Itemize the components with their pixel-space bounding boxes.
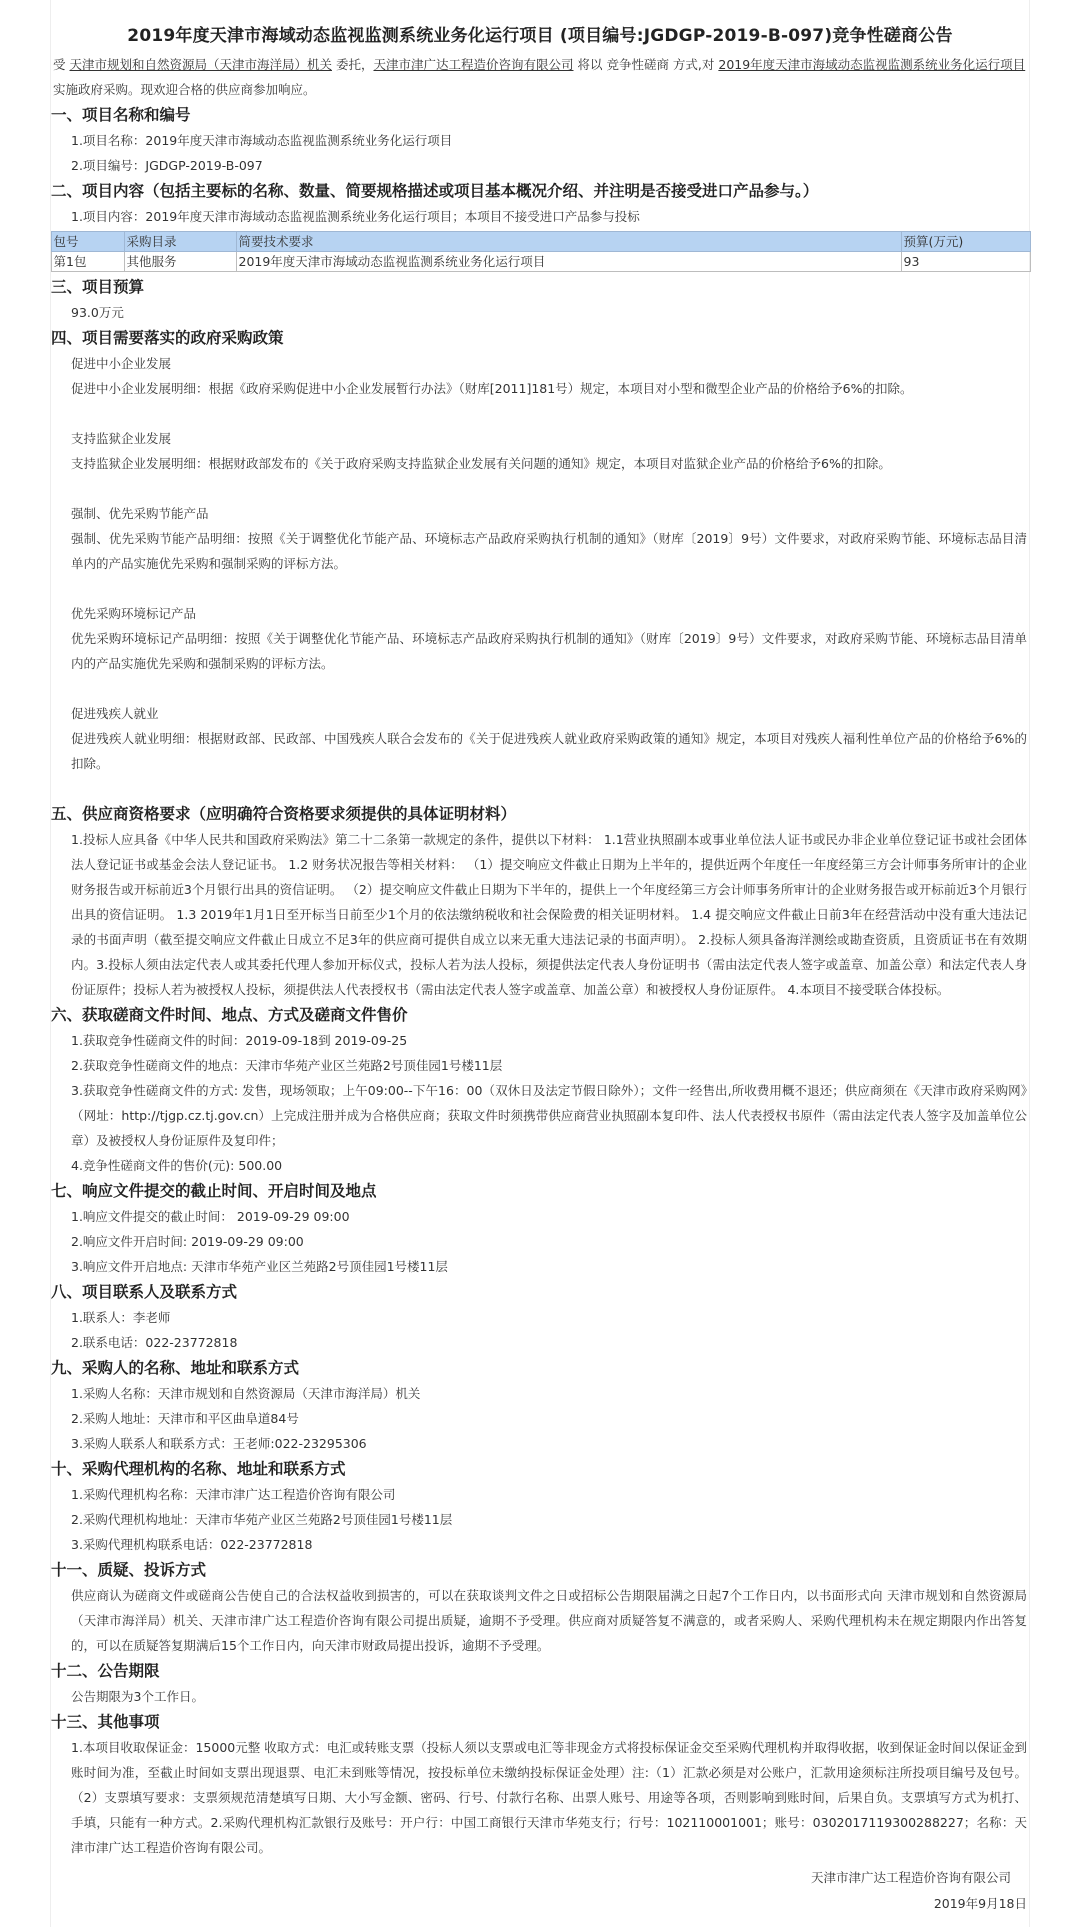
spacer xyxy=(51,401,1029,426)
signature-organization: 天津市津广达工程造价咨询有限公司 xyxy=(810,1870,1011,1885)
opening-time: 2.响应文件开启时间: 2019-09-29 09:00 xyxy=(71,1234,304,1249)
section-heading-13: 十三、其他事项 xyxy=(51,1713,160,1731)
purchaser-name: 1.采购人名称：天津市规划和自然资源局（天津市海洋局）机关 xyxy=(71,1386,421,1401)
section-heading-7: 七、响应文件提交的截止时间、开启时间及地点 xyxy=(51,1182,377,1200)
section-heading-5: 五、供应商资格要求（应明确符合资格要求须提供的具体证明材料） xyxy=(51,805,517,823)
opening-location: 3.响应文件开启地点: 天津市华苑产业区兰苑路2号顶佳园1号楼11层 xyxy=(71,1259,448,1274)
budget-amount: 93.0万元 xyxy=(71,305,124,320)
section-heading-10: 十、采购代理机构的名称、地址和联系方式 xyxy=(51,1460,346,1478)
section-heading-9: 九、采购人的名称、地址和联系方式 xyxy=(51,1359,300,1377)
cell-catalog: 其他服务 xyxy=(124,252,236,272)
section-heading-3: 三、项目预算 xyxy=(51,278,145,296)
policy-title: 强制、优先采购节能产品 xyxy=(71,506,209,521)
col-catalog: 采购目录 xyxy=(124,232,236,252)
cell-budget: 93 xyxy=(901,252,1030,272)
section-heading-4: 四、项目需要落实的政府采购政策 xyxy=(51,329,284,347)
announcement-period: 公告期限为3个工作日。 xyxy=(71,1689,204,1704)
policy-title: 促进残疾人就业 xyxy=(71,706,159,721)
document-location: 2.获取竞争性磋商文件的地点：天津市华苑产业区兰苑路2号顶佳园1号楼11层 xyxy=(71,1058,503,1073)
cell-package: 第1包 xyxy=(51,252,124,272)
submission-deadline: 1.响应文件提交的截止时间： 2019-09-29 09:00 xyxy=(71,1209,350,1224)
other-matters: 1.本项目收取保证金：15000元整 收取方式：电汇或转账支票（投标人须以支票或电汇等非现金方式将投标保证金交至采购代理机构并取得收据，收到保证金时间以保证金到账时间为准，至截止时间如支票出现退票、电汇未到账等情况，按投标单位未缴纳投标保证金处理）注:（1）汇款必须是对公账户，汇款用途须标注所投项目编号及包号。（2）支票填写要求：支票须规范清楚填写日期、大小写金额、密码、行号、付款行名称、出票人账号、用途等各项，否则影响到账时间，后果自负。支票填写方式为机打、手填，只能有一种方式。2.采购代理机构汇款银行及账号：开户行：中国工商银行天津市华苑支行；行号：102110001001；账号：0302017119300288227；名称：天津市津广达工程造价咨询有限公司。 xyxy=(71,1740,1027,1855)
purchaser-link[interactable]: 天津市规划和自然资源局（天津市海洋局）机关 xyxy=(69,57,332,72)
intro-text-3: 将以 竞争性磋商 方式,对 xyxy=(573,57,719,72)
cell-requirements: 2019年度天津市海域动态监视监测系统业务化运行项目 xyxy=(236,252,901,272)
purchaser-address: 2.采购人地址：天津市和平区曲阜道84号 xyxy=(71,1411,299,1426)
spacer xyxy=(51,776,1029,801)
agency-name: 1.采购代理机构名称：天津市津广达工程造价咨询有限公司 xyxy=(71,1487,396,1502)
policy-detail: 促进中小企业发展明细：根据《政府采购促进中小企业发展暂行办法》（财库[2011]181号）规定，本项目对小型和微型企业产品的价格给予6%的扣除。 xyxy=(71,381,913,396)
section-heading-12: 十二、公告期限 xyxy=(51,1662,160,1680)
intro-text-1: 受 xyxy=(53,57,70,72)
agency-address: 2.采购代理机构地址：天津市华苑产业区兰苑路2号顶佳园1号楼11层 xyxy=(71,1512,453,1527)
table-row xyxy=(51,252,1030,272)
agency-phone: 3.采购代理机构联系电话：022-23772818 xyxy=(71,1537,313,1552)
qualification-requirements: 1.投标人应具备《中华人民共和国政府采购法》第二十二条第一款规定的条件，提供以下材料： 1.1营业执照副本或事业单位法人证书或民办非企业单位登记证书或社会团体法人登记证书或基金会法人登记证书。 1.2 财务状况报告等相关材料： （1）提交响应文件截止日期为上半年的，提供近两个年度任一年度经第三方会计师事务所审计的企业财务报告或开标前近3个月银行出具的资信证明。 （2）提交响应文件截止日期为下半年的，提供上一个年度经第三方会计师事务所审计的企业财务报告或开标前近3个月银行出具的资信证明。 1.3 2019年1月1日至开标当日前至少1个月的依法缴纳税收和社会保险费的相关证明材料。 1.4 提交响应文件截止日前3年在经营活动中没有重大违法记录的书面声明（截至提交响应文件截止日成立不足3年的供应商可提供自成立以来无重大违法记录的书面声明）。 2.投标人须具备海洋测绘或勘查资质，且资质证书在有效期内。3.投标人须由法定代表人或其委托代理人参加开标仪式，投标人若为法人投标，须提供法定代表人身份证明书（需由法定代表人签字或盖章、加盖公章）和法定代表人身份证原件；投标人若为被授权人投标，须提供法人代表授权书（需由法定代表人签字或盖章、加盖公章）和被授权人身份证原件。 4.本项目不接受联合体投标。 xyxy=(71,832,1027,997)
spacer xyxy=(51,676,1029,701)
agency-link[interactable]: 天津市津广达工程造价咨询有限公司 xyxy=(373,57,574,72)
spacer xyxy=(51,476,1029,501)
document-time: 1.获取竞争性磋商文件的时间：2019-09-18到 2019-09-25 xyxy=(71,1033,408,1048)
project-number: 2.项目编号：JGDGP-2019-B-097 xyxy=(71,158,263,173)
policy-title: 促进中小企业发展 xyxy=(71,356,172,371)
page-title: 2019年度天津市海域动态监视监测系统业务化运行项目 (项目编号:JGDGP-2019-B-097)竞争性磋商公告 xyxy=(127,26,953,46)
project-content: 1.项目内容：2019年度天津市海域动态监视监测系统业务化运行项目；本项目不接受进口产品参与投标 xyxy=(71,209,640,224)
policy-title: 优先采购环境标记产品 xyxy=(71,606,197,621)
package-table xyxy=(51,231,1031,272)
intro-paragraph xyxy=(51,52,1029,102)
signature-date: 2019年9月18日 xyxy=(933,1896,1027,1911)
policy-title: 支持监狱企业发展 xyxy=(71,431,172,446)
contact-phone: 2.联系电话：022-23772818 xyxy=(71,1335,238,1350)
section-heading-2: 二、项目内容（包括主要标的名称、数量、简要规格描述或项目基本概况介绍、并注明是否接受进口产品参与。） xyxy=(51,182,819,200)
policy-detail: 优先采购环境标记产品明细：按照《关于调整优化节能产品、环境标志产品政府采购执行机制的通知》（财库〔2019〕9号）文件要求，对政府采购节能、环境标志品目清单内的产品实施优先采购和强制采购的评标方法。 xyxy=(71,631,1027,671)
col-requirements: 简要技术要求 xyxy=(236,232,901,252)
policy-detail: 强制、优先采购节能产品明细：按照《关于调整优化节能产品、环境标志产品政府采购执行机制的通知》（财库〔2019〕9号）文件要求，对政府采购节能、环境标志品目清单内的产品实施优先采购和强制采购的评标方法。 xyxy=(71,531,1027,571)
project-link[interactable]: 2019年度天津市海域动态监视监测系统业务化运行项目 xyxy=(718,57,1026,72)
section-heading-1: 一、项目名称和编号 xyxy=(51,106,191,124)
contact-person: 1.联系人：李老师 xyxy=(71,1310,171,1325)
section-heading-8: 八、项目联系人及联系方式 xyxy=(51,1283,238,1301)
document-price: 4.竞争性磋商文件的售价(元): 500.00 xyxy=(71,1158,283,1173)
section-heading-11: 十一、质疑、投诉方式 xyxy=(51,1561,207,1579)
document-method: 3.获取竞争性磋商文件的方式: 发售，现场领取；上午09:00--下午16：00（双休日及法定节假日除外）；文件一经售出,所收费用概不退还；供应商须在《天津市政府采购网》（网址：http://tjgp.cz.tj.gov.cn）上完成注册并成为合格供应商；获取文件时须携带供应商营业执照副本复印件、法人代表授权书原件（需由法定代表人签字及加盖单位公章）及被授权人身份证原件及复印件； xyxy=(71,1083,1027,1148)
intro-text-2: 委托， xyxy=(332,57,374,72)
project-name: 1.项目名称：2019年度天津市海域动态监视监测系统业务化运行项目 xyxy=(71,133,453,148)
section-heading-6: 六、获取磋商文件时间、地点、方式及磋商文件售价 xyxy=(51,1006,408,1024)
spacer xyxy=(51,576,1029,601)
complaint-text: 供应商认为磋商文件或磋商公告使自己的合法权益收到损害的，可以在获取谈判文件之日或招标公告期限届满之日起7个工作日内，以书面形式向 天津市规划和自然资源局（天津市海洋局）机关、天津市津广达工程造价咨询有限公司提出质疑，逾期不予受理。供应商对质疑答复不满意的，或者采购人、采购代理机构未在规定期限内作出答复的，可以在质疑答复期满后15个工作日内，向天津市财政局提出投诉，逾期不予受理。 xyxy=(71,1588,1027,1653)
col-budget: 预算(万元) xyxy=(901,232,1030,252)
col-package: 包号 xyxy=(51,232,124,252)
announcement-page xyxy=(50,0,1030,1927)
package-table-header xyxy=(51,232,1030,252)
purchaser-contact: 3.采购人联系人和联系方式：王老师:022-23295306 xyxy=(71,1436,367,1451)
policy-detail: 支持监狱企业发展明细：根据财政部发布的《关于政府采购支持监狱企业发展有关问题的通知》规定，本项目对监狱企业产品的价格给予6%的扣除。 xyxy=(71,456,891,471)
policy-detail: 促进残疾人就业明细：根据财政部、民政部、中国残疾人联合会发布的《关于促进残疾人就业政府采购政策的通知》规定，本项目对残疾人福利性单位产品的价格给予6%的扣除。 xyxy=(71,731,1027,771)
intro-text-4: 实施政府采购。现欢迎合格的供应商参加响应。 xyxy=(53,82,316,97)
